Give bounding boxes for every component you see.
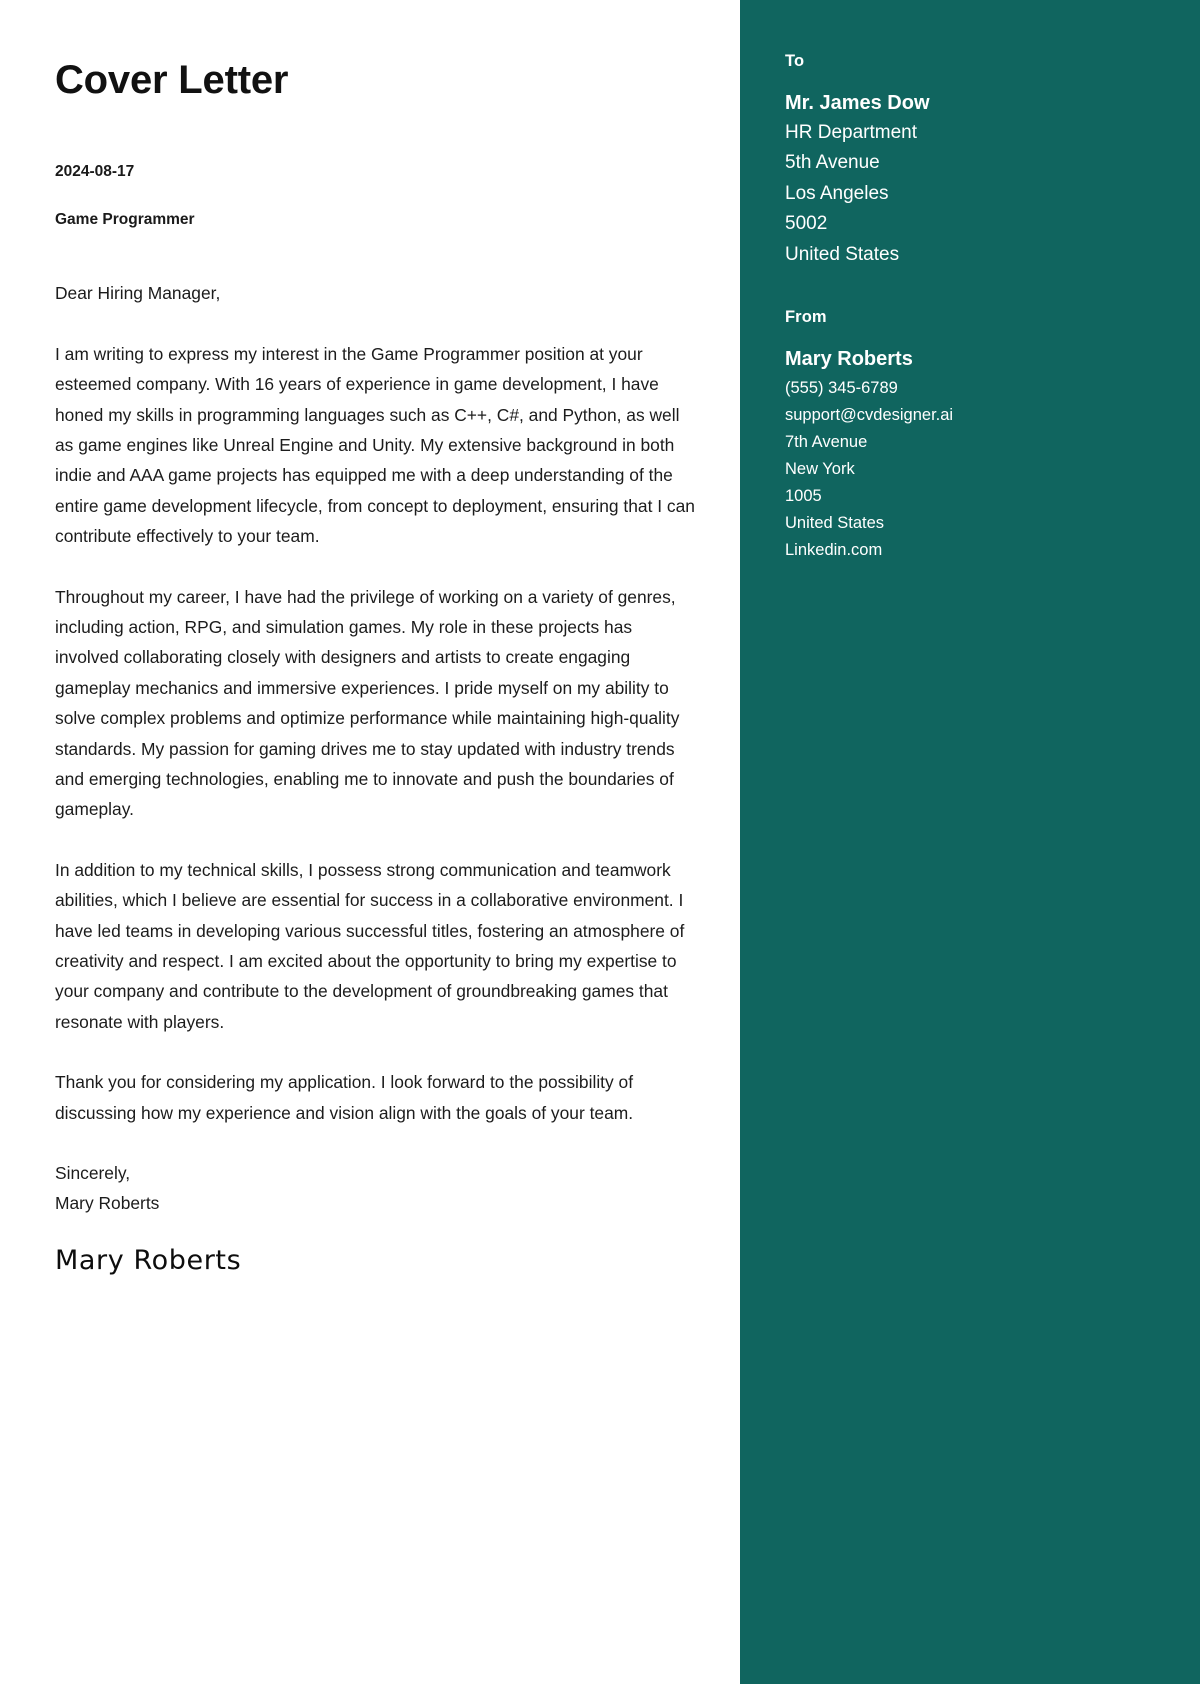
letter-meta — [55, 162, 700, 230]
sender-email[interactable]: support@cvdesigner.ai — [785, 406, 954, 425]
sender-country: United States — [785, 514, 885, 533]
sender-section — [785, 308, 1160, 564]
contact-sidebar — [740, 0, 1200, 1684]
recipient-line: HR Department — [785, 121, 917, 143]
job-title: Game Programmer — [55, 211, 195, 229]
recipient-address — [785, 88, 1160, 271]
recipient-name: Mr. James Dow — [785, 91, 930, 114]
recipient-line: United States — [785, 243, 900, 265]
sender-name-sidebar: Mary Roberts — [785, 348, 913, 371]
recipient-section — [785, 52, 1160, 270]
handwritten-signature: Mary Roberts — [55, 1244, 242, 1276]
recipient-line: Los Angeles — [785, 182, 889, 204]
sender-name: Mary Roberts — [55, 1193, 160, 1214]
sender-phone: (555) 345-6789 — [785, 379, 898, 398]
body-paragraph-3: In addition to my technical skills, I possess strong communication and teamwork abilities, which I believe are essential for success in a collaborative environment. I have led teams in developing various successful titles, fostering an atmosphere of creativity and respect. I am excited about the opportunity to bring my expertise to your company and contribute to the development of groundbreaking games that resonate with players. — [55, 859, 685, 1032]
body-paragraph-4: Thank you for considering my application. I look forward to the possibility of discussing how my experience and vision align with the goals of your team. — [55, 1072, 634, 1123]
sender-address — [785, 344, 1160, 564]
body-paragraph-2: Throughout my career, I have had the privilege of working on a variety of genres, including action, RPG, and simulation games. My role in these projects has involved collaborating closely with designers and artists to create engaging gameplay mechanics and immersive experiences. I pride myself on my ability to solve complex problems and optimize performance while maintaining high-quality standards. My passion for gaming drives me to stay updated with industry trends and emerging technologies, enabling me to innovate and push the boundaries of gameplay. — [55, 586, 680, 820]
letter-date: 2024-08-17 — [55, 163, 135, 180]
sender-street: 7th Avenue — [785, 433, 868, 452]
body-paragraph-1: I am writing to express my interest in the Game Programmer position at your esteemed company. With 16 years of experience in game development, I have honed my skills in programming languages such as C++, C#, and Python, as well as game engines like Unreal Engine and Unity. My extensive background in both indie and AAA game projects has equipped me with a deep understanding of the entire game development lifecycle, from concept to deployment, ensuring that I can contribute effectively to your team. — [55, 343, 695, 547]
recipient-line: 5th Avenue — [785, 152, 880, 174]
signoff-block — [55, 1158, 700, 1219]
page-title: Cover Letter — [55, 58, 289, 102]
sender-city: New York — [785, 460, 855, 479]
recipient-line: 5002 — [785, 213, 828, 235]
sender-postcode: 1005 — [785, 487, 822, 506]
salutation: Dear Hiring Manager, — [55, 283, 221, 304]
letter-body — [55, 278, 700, 1277]
closing-text: Sincerely, — [55, 1163, 131, 1184]
from-label: From — [785, 308, 827, 327]
to-label: To — [785, 52, 805, 70]
sender-linkedin[interactable]: Linkedin.com — [785, 541, 883, 560]
